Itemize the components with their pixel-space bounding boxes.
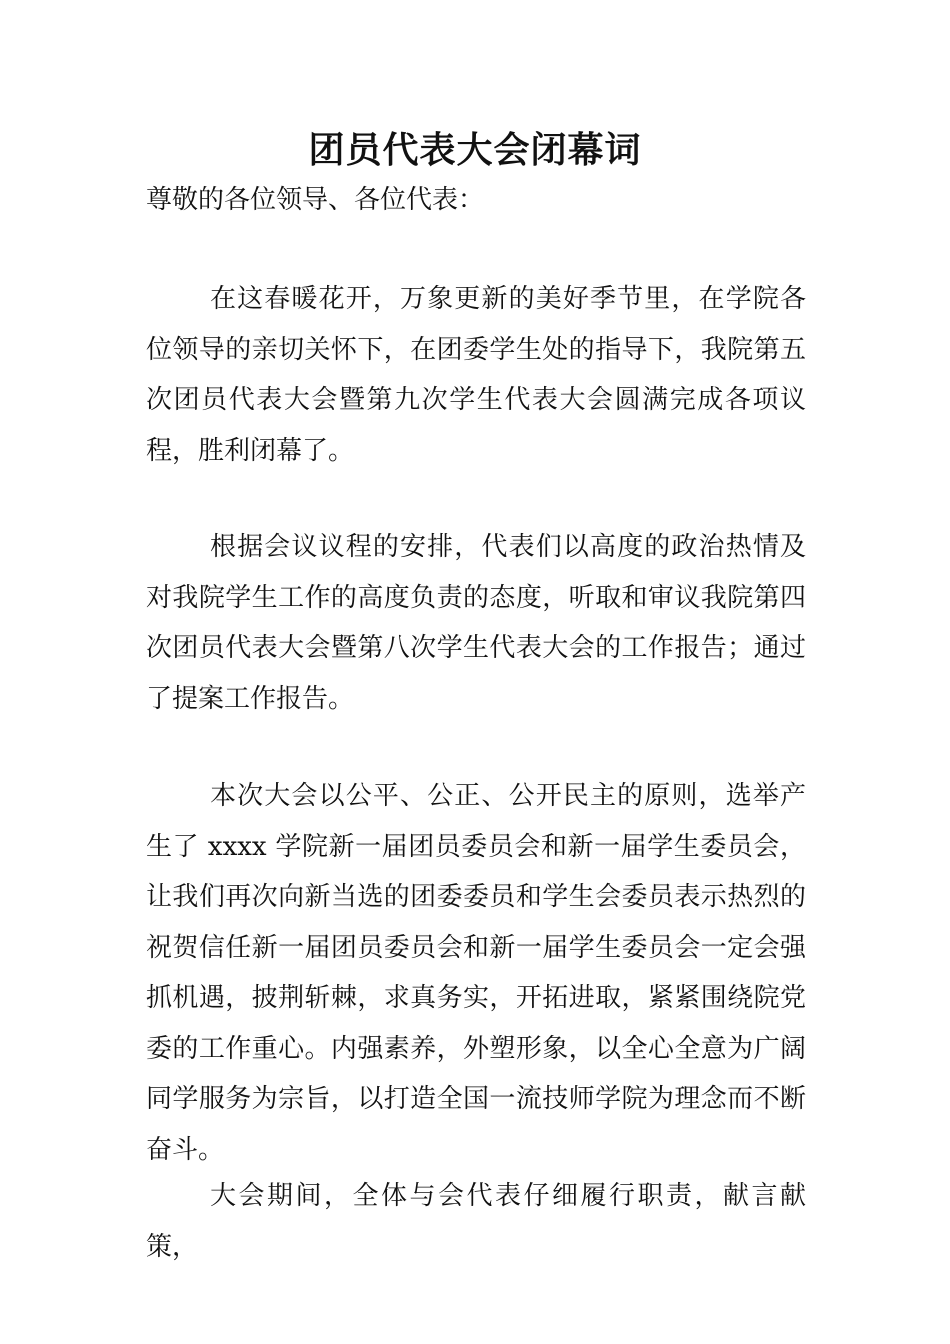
paragraph-3: 本次大会以公平、公正、公开民主的原则，选举产生了 xxxx 学院新一届团员委员会和新一届学生委员会，让我们再次向新当选的团委委员和学生会委员表示热烈的祝贺信任新一届团员委员会和新一届学生委员会一定会强抓机遇，披荆斩棘，求真务实，开拓进取，紧紧围绕院党委的工作重心。内强素养，外塑形象，以全心全意为广阔同学服务为宗旨，以打造全国一流技师学院为理念而不断奋斗。	[146, 781, 806, 1165]
salutation: 尊敬的各位领导、各位代表：	[146, 185, 485, 215]
paragraph-4: 大会期间，全体与会代表仔细履行职责，献言献策，	[146, 1181, 806, 1262]
paragraph-2: 根据会议议程的安排，代表们以高度的政治热情及对我院学生工作的高度负责的态度，听取和审议我院第四次团员代表大会暨第八次学生代表大会的工作报告；通过了提案工作报告。	[146, 532, 806, 714]
paragraph-1: 在这春暖花开，万象更新的美好季节里，在学院各位领导的亲切关怀下，在团委学生处的指导下，我院第五次团员代表大会暨第九次学生代表大会圆满完成各项议程，胜利闭幕了。	[146, 284, 806, 466]
document-title: 团员代表大会闭幕词	[308, 130, 642, 171]
